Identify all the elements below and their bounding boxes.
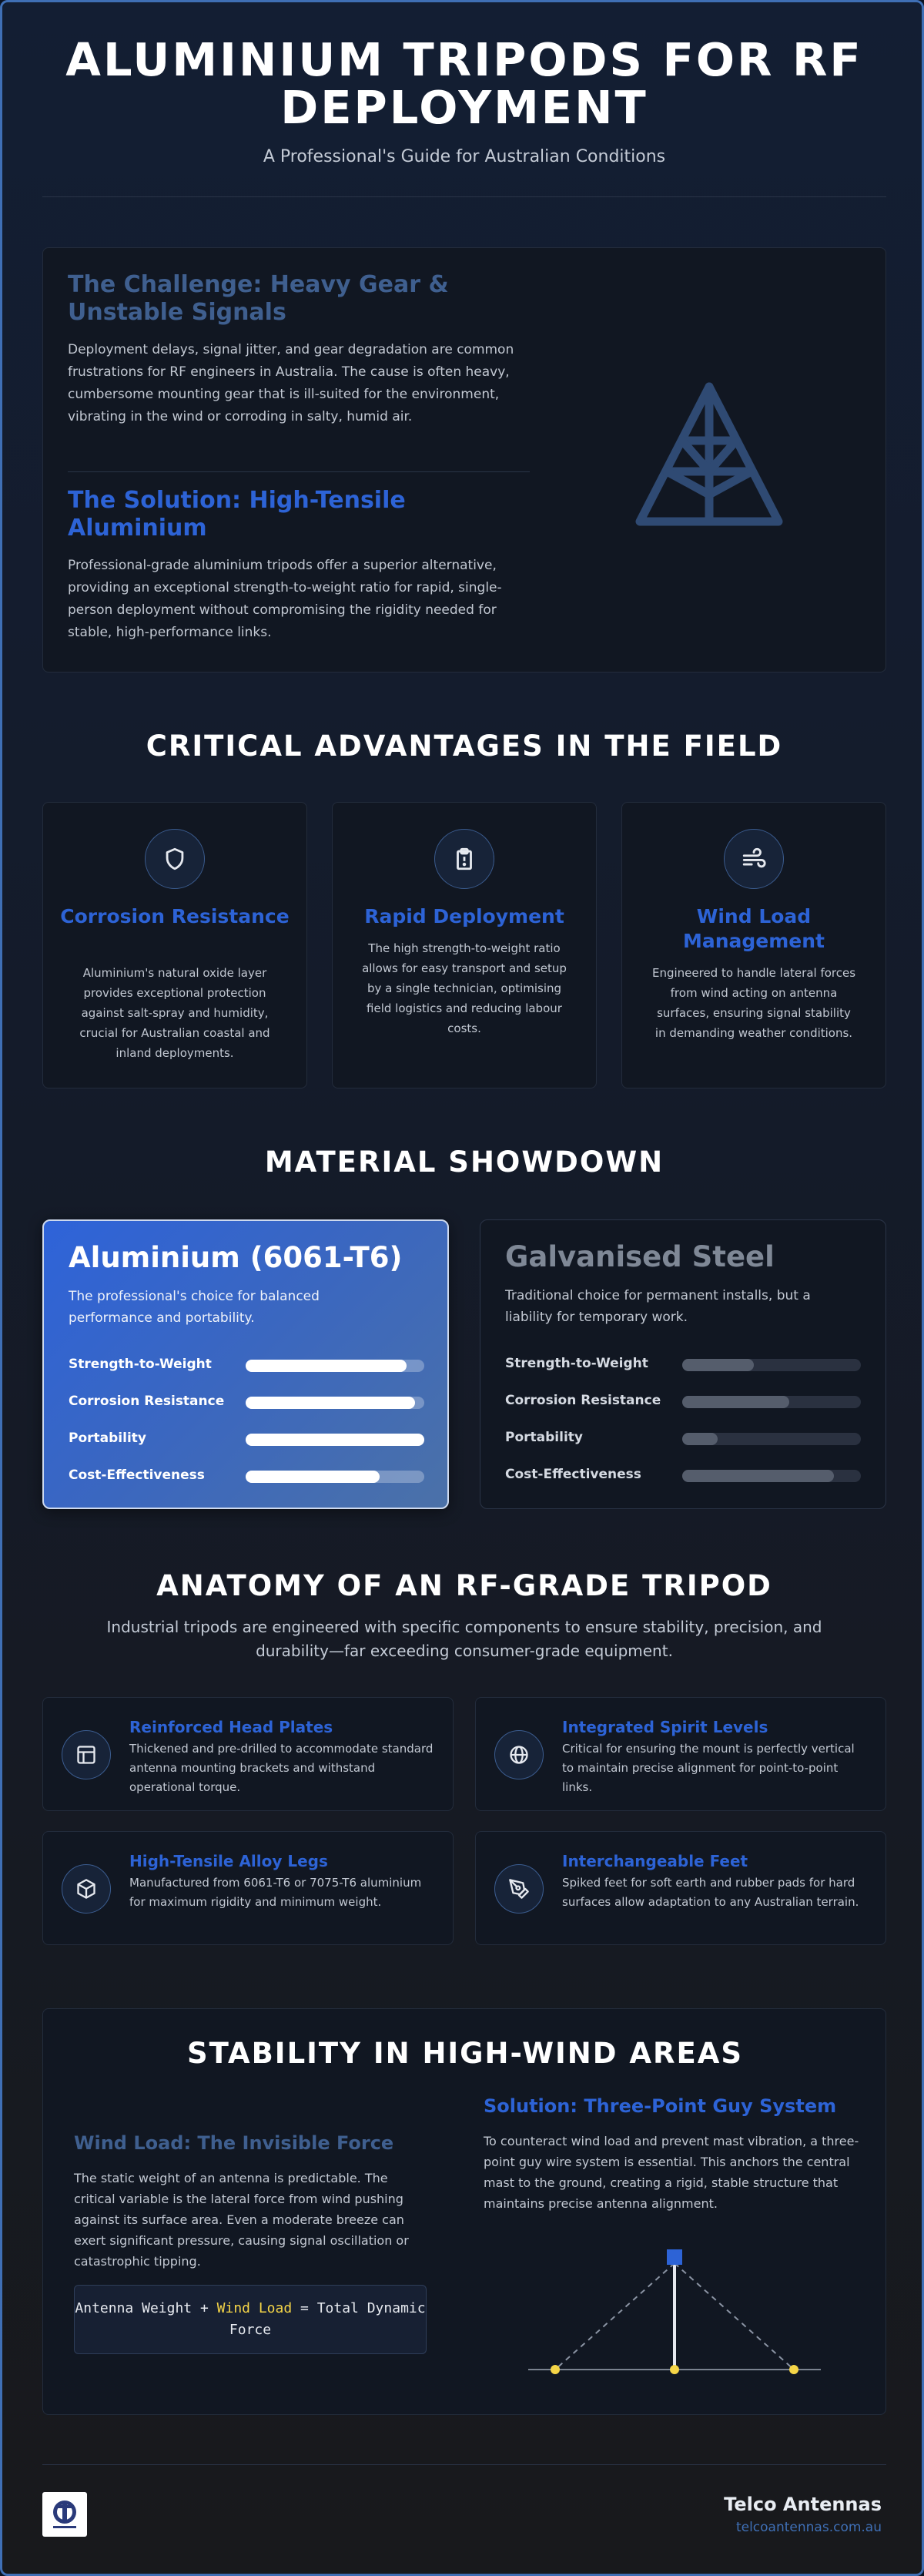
formula-part: = Total Dynamic Force [229, 2300, 426, 2338]
advantage-title: Corrosion Resistance [60, 905, 290, 927]
anatomy-card-feet [475, 1831, 886, 1945]
rating-bar-fill [246, 1360, 407, 1372]
anatomy-item-text: Thickened and pre-drilled to accommodate standard antenna mounting brackets and withstand operational torque. [129, 1742, 434, 1794]
anatomy-item-title: Interchangeable Feet [562, 1852, 748, 1870]
rating-label: Corrosion Resistance [505, 1393, 661, 1408]
telco-logo-icon[interactable] [42, 2492, 87, 2537]
rating-bar-fill [246, 1434, 424, 1446]
rating-bar-track [682, 1359, 861, 1371]
footer-divider [42, 2464, 886, 2465]
anatomy-card-spirit-levels [475, 1697, 886, 1811]
guy-system-title: Solution: Three-Point Guy System [484, 2095, 837, 2117]
rating-label: Portability [69, 1431, 146, 1446]
anatomy-item-text: Spiked feet for soft earth and rubber pads for hard surfaces allow adaptation to any Australian terrain. [562, 1876, 859, 1909]
intro-divider [68, 471, 530, 472]
rating-bar-fill [246, 1471, 380, 1483]
anatomy-item-text: Critical for ensuring the mount is perfectly vertical to maintain precise alignment for point-to-point links. [562, 1742, 855, 1794]
steel-desc: Traditional choice for permanent installs, but a liability for temporary work. [505, 1288, 811, 1325]
advantage-title: Wind Load Management [682, 905, 825, 952]
advantage-card-deployment [332, 802, 597, 1088]
rating-bar-fill [682, 1433, 718, 1445]
formula-box [74, 2285, 427, 2354]
pen-tool-icon [494, 1864, 544, 1914]
advantage-card-wind [621, 802, 886, 1088]
rating-row [69, 1394, 426, 1409]
page-title: ALUMINIUM TRIPODS FOR RF DEPLOYMENT [65, 33, 863, 134]
rating-bar-track [246, 1471, 424, 1483]
solution-title: The Solution: High-Tensile Aluminium [68, 487, 406, 542]
rating-bar-fill [246, 1397, 415, 1409]
challenge-text: Deployment delays, signal jitter, and gear degradation are common frustrations for RF engineers in Australia. The cause is often heavy, cumbersome mounting gear that is ill-suited for the environment, vibrating in the wind or corroding in salty, humid air. [68, 342, 514, 424]
page-subtitle: A Professional's Guide for Australian Conditions [263, 147, 666, 166]
globe-icon [494, 1730, 544, 1779]
aluminium-name: Aluminium (6061-T6) [69, 1241, 403, 1274]
advantage-card-corrosion [42, 802, 307, 1088]
anatomy-item-title: High-Tensile Alloy Legs [129, 1852, 328, 1870]
rating-bar-fill [682, 1470, 834, 1482]
rating-label: Cost-Effectiveness [69, 1467, 205, 1483]
advantage-text: The high strength-to-weight ratio allows for easy transport and setup by a single technician, optimising field logistics and reducing labour costs. [362, 941, 567, 1035]
rating-row [505, 1467, 862, 1482]
brand-name: Telco Antennas [724, 2494, 882, 2515]
anatomy-item-text: Manufactured from 6061-T6 or 7075-T6 aluminium for maximum rigidity and minimum weight. [129, 1876, 422, 1909]
shield-icon [145, 829, 205, 889]
formula-part: Antenna Weight + [75, 2300, 217, 2316]
rating-label: Portability [505, 1430, 583, 1445]
stability-card [42, 2008, 886, 2415]
rating-bar-fill [682, 1359, 754, 1371]
rating-row [505, 1430, 862, 1445]
rating-bar-track [246, 1360, 424, 1372]
rating-label: Cost-Effectiveness [505, 1467, 641, 1482]
steel-card [480, 1219, 886, 1509]
rating-bar-track [246, 1397, 424, 1409]
steel-name: Galvanised Steel [505, 1240, 775, 1273]
rating-label: Strength-to-Weight [69, 1357, 212, 1372]
anatomy-card-alloy-legs [42, 1831, 454, 1945]
rating-bar-track [246, 1434, 424, 1446]
rating-row [69, 1431, 426, 1446]
rating-bar-track [682, 1470, 861, 1482]
advantage-text: Engineered to handle lateral forces from wind acting on antenna surfaces, ensuring signal stability in demanding weather conditions. [651, 966, 856, 1040]
advantage-title: Rapid Deployment [364, 905, 564, 927]
material-title: MATERIAL SHOWDOWN [264, 1145, 665, 1179]
rating-row [505, 1393, 862, 1408]
anatomy-subtitle: Industrial tripods are engineered with specific components to ensure stability, precision, and durability—far exceeding consumer-grade equipment. [106, 1618, 822, 1660]
rating-label: Strength-to-Weight [505, 1356, 648, 1371]
formula-highlight: Wind Load [216, 2300, 293, 2316]
rating-row [69, 1467, 426, 1483]
aluminium-card [42, 1219, 449, 1509]
header-divider [42, 196, 886, 197]
guy-wire-diagram [521, 2240, 829, 2394]
tower-icon [628, 379, 790, 533]
clipboard-icon [434, 829, 494, 889]
rating-label: Corrosion Resistance [69, 1394, 225, 1409]
anatomy-card-head-plates [42, 1697, 454, 1811]
anatomy-title: ANATOMY OF AN RF-GRADE TRIPOD [156, 1569, 772, 1602]
anatomy-item-title: Integrated Spirit Levels [562, 1718, 768, 1736]
brand-url-link[interactable]: telcoantennas.com.au [735, 2520, 882, 2535]
layout-icon [62, 1730, 111, 1779]
wind-load-title: Wind Load: The Invisible Force [74, 2132, 394, 2154]
aluminium-desc: The professional's choice for balanced performance and portability. [69, 1289, 320, 1326]
rating-row [505, 1356, 862, 1371]
anatomy-item-title: Reinforced Head Plates [129, 1718, 333, 1736]
guy-system-text: To counteract wind load and prevent mast vibration, a three-point guy wire system is essential. This anchors the central mast to the ground, creating a rigid, stable structure that maintains precise antenna alignment. [484, 2134, 859, 2211]
advantages-title: CRITICAL ADVANTAGES IN THE FIELD [146, 730, 783, 763]
rating-bar-track [682, 1433, 861, 1445]
challenge-title: The Challenge: Heavy Gear & Unstable Signals [68, 271, 449, 326]
stability-title: STABILITY IN HIGH-WIND AREAS [186, 2037, 744, 2070]
advantage-text: Aluminium's natural oxide layer provides exceptional protection against salt-spray and humidity, crucial for Australian coastal and inland deployments. [79, 966, 270, 1060]
rating-bar-fill [682, 1396, 789, 1408]
rating-bar-track [682, 1396, 861, 1408]
solution-text: Professional-grade aluminium tripods offer a superior alternative, providing an exceptional strength-to-weight ratio for rapid, single-person deployment without compromising the rigidity needed for stable, high-performance links. [68, 558, 502, 640]
wind-load-text: The static weight of an antenna is predictable. The critical variable is the lateral force from wind pushing against its surface area. Even a moderate breeze can exert significant pressure, causing signal oscillation or catastrophic tipping. [74, 2171, 409, 2269]
cube-icon [62, 1864, 111, 1914]
wind-icon [724, 829, 784, 889]
intro-card [42, 247, 886, 673]
rating-row [69, 1357, 426, 1372]
